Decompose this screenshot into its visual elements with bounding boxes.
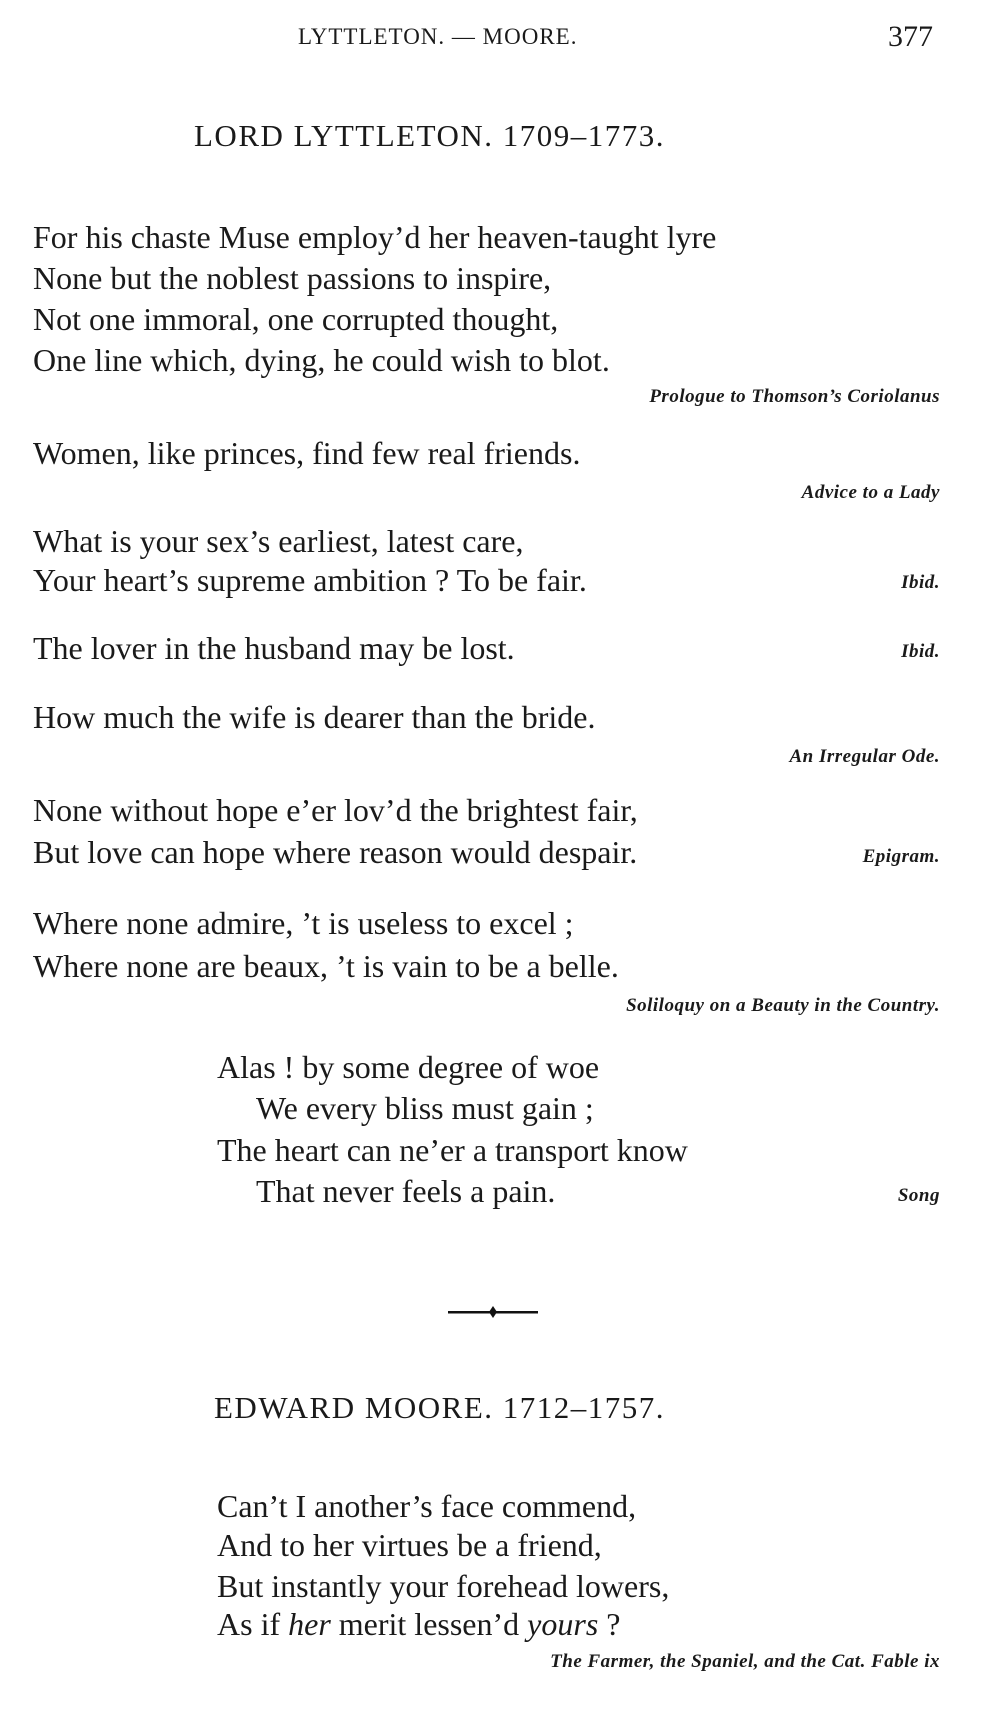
- quote-source: The Farmer, the Spaniel, and the Cat. Fable ix: [550, 1651, 940, 1672]
- verse-line: Not one immoral, one corrupted thought,: [33, 301, 559, 337]
- verse-line: Women, like princes, find few real friends.: [33, 435, 581, 471]
- quote-source: Song: [897, 1185, 940, 1206]
- verse-line: But love can hope where reason would despair.: [33, 834, 638, 870]
- verse-italic: her: [288, 1606, 331, 1642]
- verse-line: But instantly your forehead lowers,: [217, 1568, 670, 1604]
- verse-line: For his chaste Muse employ’d her heaven-taught lyre: [33, 219, 717, 255]
- verse-line: Where none are beaux, ’t is vain to be a belle.: [33, 948, 619, 984]
- verse-line: How much the wife is dearer than the bride.: [33, 699, 596, 735]
- quote-source: Ibid.: [901, 572, 940, 593]
- section-heading-lyttleton: LORD LYTTLETON. 1709–1773.: [194, 118, 666, 153]
- verse-line: We every bliss must gain ;: [256, 1090, 594, 1126]
- quote-source: Soliloquy on a Beauty in the Country.: [626, 995, 940, 1016]
- running-title: LYTTLETON. — MOORE.: [298, 24, 578, 49]
- verse-line: That never feels a pain.: [256, 1173, 556, 1209]
- ornament-divider-icon: [448, 1306, 538, 1318]
- verse-line: And to her virtues be a friend,: [217, 1527, 602, 1563]
- running-head: [0, 20, 1000, 64]
- verse-text: As if: [217, 1606, 289, 1642]
- quote-source: Advice to a Lady: [801, 482, 940, 503]
- verse-line: None without hope e’er lov’d the brightest fair,: [33, 792, 638, 828]
- verse-line: Where none admire, ’t is useless to excel ;: [33, 905, 574, 941]
- verse-line: The lover in the husband may be lost.: [33, 630, 515, 666]
- verse-text: ?: [598, 1606, 621, 1642]
- verse-line: [217, 1604, 620, 1645]
- verse-line: One line which, dying, he could wish to blot.: [33, 342, 610, 378]
- verse-line: Can’t I another’s face commend,: [217, 1488, 637, 1524]
- section-heading-moore: EDWARD MOORE. 1712–1757.: [214, 1390, 666, 1425]
- quote-source: Epigram.: [862, 846, 940, 867]
- verse-italic: yours: [527, 1606, 599, 1642]
- page-number: 377: [888, 20, 933, 53]
- verse-line: Alas ! by some degree of woe: [217, 1049, 600, 1085]
- quote-source: Prologue to Thomson’s Coriolanus: [649, 386, 940, 407]
- quote-source: Ibid.: [901, 641, 940, 662]
- verse-line: Your heart’s supreme ambition ? To be fair.: [33, 562, 587, 598]
- verse-line: None but the noblest passions to inspire,: [33, 260, 552, 296]
- verse-text: merit lessen’d: [330, 1606, 528, 1642]
- verse-line: The heart can ne’er a transport know: [217, 1132, 688, 1168]
- verse-line: What is your sex’s earliest, latest care,: [33, 523, 524, 559]
- quote-source: An Irregular Ode.: [789, 746, 940, 767]
